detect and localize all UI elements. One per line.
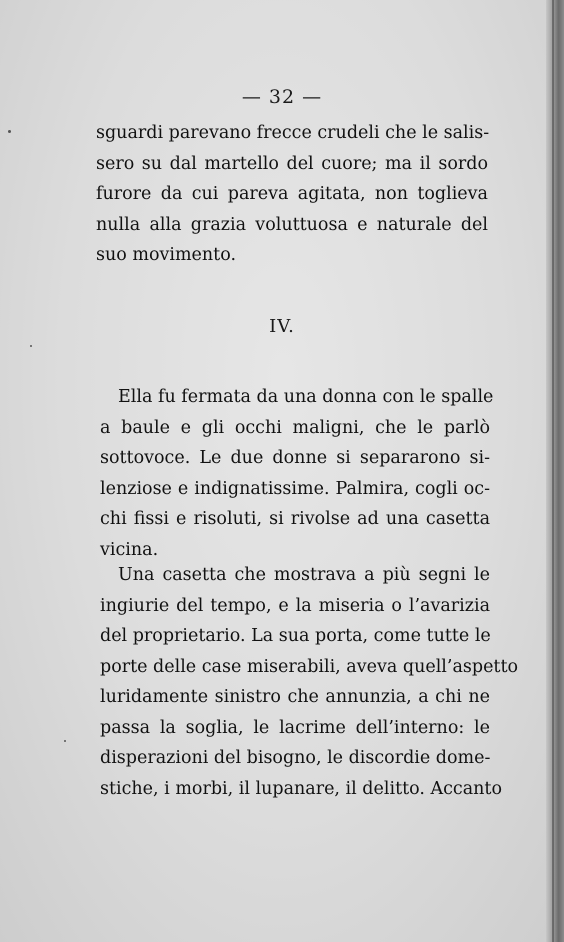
paper-speck — [8, 130, 11, 133]
text-line: chi fissi e risoluti, si rivolse ad una casetta — [100, 509, 490, 529]
paragraph-3 — [100, 560, 519, 804]
text-line: porte delle case miserabili, aveva quell’aspetto — [100, 656, 519, 677]
text-line: nulla alla grazia voluttuosa e naturale del — [96, 214, 488, 235]
paper-speck — [30, 345, 32, 347]
text-line: sguardi parevano frecce crudeli che le salis- — [96, 123, 490, 143]
page-edge — [546, 0, 564, 942]
text-line: Una casetta che mostrava a più segni le — [118, 565, 490, 585]
paragraph-2 — [100, 382, 494, 565]
text-line: sero su dal martello del cuore; ma il sordo — [96, 153, 488, 174]
paper-speck — [64, 740, 66, 742]
text-line: sottovoce. Le due donne si separarono si- — [100, 448, 490, 468]
text-line: ingiurie del tempo, e la miseria o l’avarizia — [100, 595, 490, 616]
text-line: del proprietario. La sua porta, come tutte le — [100, 626, 491, 646]
page-number: — 32 — — [241, 86, 323, 108]
text-line: lenziose e indignatissime. Palmira, cogli oc- — [100, 478, 490, 499]
text-line: stiche, i morbi, il lupanare, il delitto. Accanto — [100, 778, 502, 799]
chapter-heading: IV. — [269, 316, 295, 337]
text-line: luridamente sinistro che annunzia, a chi ne — [100, 687, 490, 707]
text-line: vicina. — [100, 539, 159, 560]
text-line: a baule e gli occhi maligni, che le parlò — [100, 417, 490, 438]
text-line: disperazioni del bisogno, le discordie dome- — [100, 748, 491, 768]
text-line: passa la soglia, le lacrime dell’interno: le — [100, 717, 490, 738]
paragraph-1 — [96, 118, 488, 271]
text-line: Ella fu fermata da una donna con le spalle — [118, 387, 494, 407]
text-line: suo movimento. — [96, 245, 237, 265]
text-line: furore da cui pareva agitata, non toglieva — [96, 184, 488, 204]
